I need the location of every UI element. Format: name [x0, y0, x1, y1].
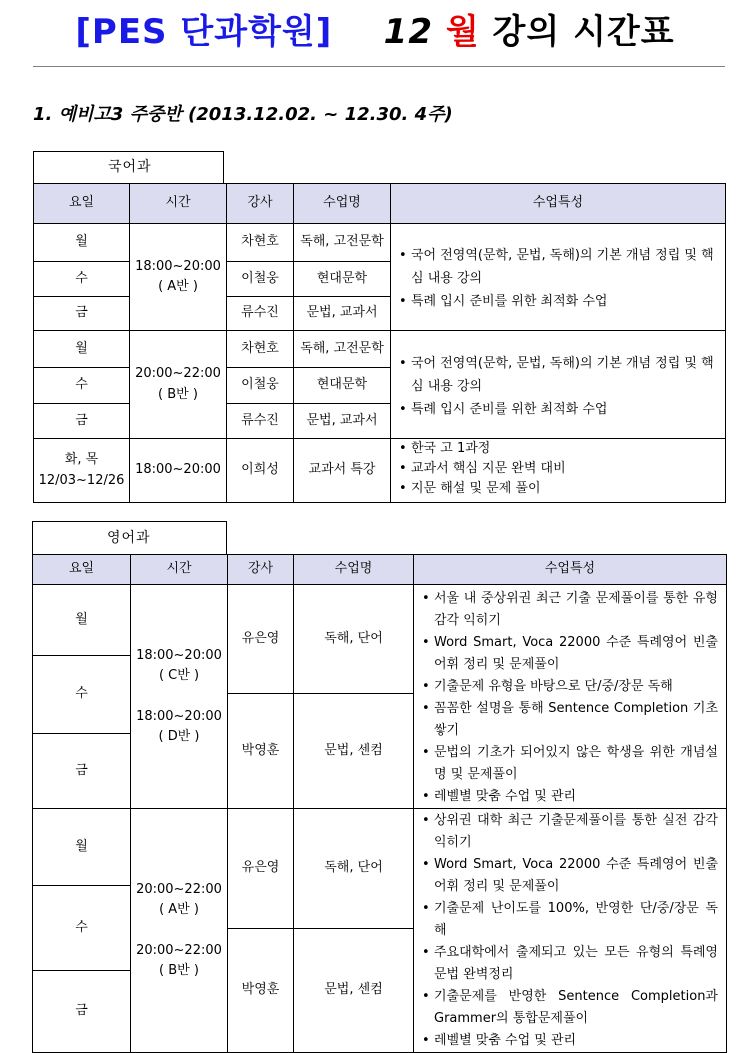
- time-cell: 18:00~20:00: [130, 439, 227, 503]
- time-cell: 20:00~22:00 ( B반 ): [130, 331, 227, 439]
- feature-item: • 꼼꼼한 설명을 통해 Sentence Completion 기초 쌓기: [420, 698, 718, 742]
- feature-item: • 서울 내 중상위권 최근 기출 문제풀이를 통한 유형감각 익히기: [420, 588, 718, 632]
- korean-schedule-table: [33, 183, 726, 503]
- teacher-cell: 이철웅: [227, 368, 294, 404]
- feature-item: • 주요대학에서 출제되고 있는 모든 유형의 특례영문법 완벽정리: [420, 942, 718, 986]
- day-cell: 월: [34, 224, 130, 262]
- teacher-cell: 차현호: [227, 331, 294, 368]
- feature-item: • 레벨별 맞춤 수업 및 관리: [420, 786, 718, 808]
- class-cell: 문법, 교과서: [294, 297, 391, 331]
- class-cell: 독해, 단어: [294, 809, 414, 929]
- title-month-number: 12: [383, 12, 433, 52]
- title-brand: [PES 단과학원]: [75, 12, 333, 52]
- title-rest: 강의 시간표: [492, 12, 675, 52]
- feature-item: • 상위권 대학 최근 기출문제풀이를 통한 실전 감각 익히기: [420, 810, 718, 854]
- teacher-cell: 박영훈: [228, 929, 294, 1053]
- feature-item: • 특례 입시 준비를 위한 최적화 수업: [397, 290, 717, 313]
- header-time: 시간: [131, 555, 228, 585]
- day-cell: 수: [34, 368, 130, 404]
- day-cell: 월: [33, 809, 131, 886]
- day-cell: 금: [34, 404, 130, 439]
- header-time: 시간: [130, 184, 227, 224]
- title-month: 월: [445, 12, 480, 52]
- header-day: 요일: [34, 184, 130, 224]
- title-divider: [33, 66, 725, 67]
- header-features: 수업특성: [391, 184, 726, 224]
- feature-item: • 기출문제 난이도를 100%, 반영한 단/중/장문 독해: [420, 898, 718, 942]
- teacher-cell: 이희성: [227, 439, 294, 503]
- feature-item: • 레벨별 맞춤 수업 및 관리: [420, 1030, 718, 1052]
- table-row: [34, 439, 726, 503]
- header-day: 요일: [33, 555, 131, 585]
- feature-item: • 국어 전영역(문학, 문법, 독해)의 기본 개념 정립 및 핵심 내용 강의: [397, 244, 717, 290]
- header-teacher: 강사: [228, 555, 294, 585]
- teacher-cell: 차현호: [227, 224, 294, 262]
- class-cell: 문법, 센컴: [294, 694, 414, 809]
- features-cell: [414, 809, 727, 1053]
- korean-section-label: 국어과: [33, 151, 224, 183]
- features-cell: [391, 224, 726, 331]
- class-cell: 문법, 교과서: [294, 404, 391, 439]
- feature-item: • Word Smart, Voca 22000 수준 특례영어 빈출어휘 정리 및 문제풀이: [420, 632, 718, 676]
- class-cell: 문법, 센컴: [294, 929, 414, 1053]
- day-cell: 수: [34, 262, 130, 297]
- feature-item: • 문법의 기초가 되어있지 않은 학생을 위한 개념설명 및 문제풀이: [420, 742, 718, 786]
- features-cell: [391, 331, 726, 439]
- class-cell: 현대문학: [294, 262, 391, 297]
- english-schedule-table: [32, 554, 727, 1053]
- section-subtitle: 1. 예비고3 주중반 (2013.12.02. ~ 12.30. 4주): [33, 104, 453, 125]
- day-cell: 금: [33, 733, 131, 808]
- time-cell: 20:00~22:00 ( A반 ) 20:00~22:00 ( B반 ): [131, 809, 228, 1053]
- teacher-cell: 유은영: [228, 585, 294, 694]
- time-cell: 18:00~20:00 ( C반 ) 18:00~20:00 ( D반 ): [131, 585, 228, 809]
- class-cell: 교과서 특강: [294, 439, 391, 503]
- header-teacher: 강사: [227, 184, 294, 224]
- teacher-cell: 류수진: [227, 297, 294, 331]
- table-row: [33, 809, 727, 848]
- header-class: 수업명: [294, 184, 391, 224]
- class-cell: 독해, 고전문학: [294, 331, 391, 368]
- class-cell: 독해, 단어: [294, 585, 414, 694]
- teacher-cell: 유은영: [228, 809, 294, 929]
- features-cell: [414, 585, 727, 809]
- day-cell: 월: [34, 331, 130, 368]
- feature-item: • 한국 고 1과정: [397, 439, 717, 459]
- day-cell: 월: [33, 585, 131, 656]
- day-cell: 수: [33, 656, 131, 734]
- feature-item: • 기출문제를 반영한 Sentence Completion과 Grammer의 통합문제풀이: [420, 986, 718, 1030]
- english-section-label: 영어과: [32, 521, 227, 554]
- table-row: [34, 331, 726, 368]
- teacher-cell: 박영훈: [228, 694, 294, 809]
- page-title: [0, 4, 750, 53]
- table-row: [34, 224, 726, 262]
- time-cell: 18:00~20:00 ( A반 ): [130, 224, 227, 331]
- features-cell: [391, 439, 726, 503]
- class-cell: 현대문학: [294, 368, 391, 404]
- feature-item: • 특례 입시 준비를 위한 최적화 수업: [397, 398, 717, 421]
- feature-item: • 국어 전영역(문학, 문법, 독해)의 기본 개념 정립 및 핵심 내용 강의: [397, 352, 717, 398]
- class-cell: 독해, 고전문학: [294, 224, 391, 262]
- feature-item: • 지문 해설 및 문제 풀이: [397, 479, 717, 499]
- teacher-cell: 이철웅: [227, 262, 294, 297]
- teacher-cell: 류수진: [227, 404, 294, 439]
- feature-item: • 기출문제 유형을 바탕으로 단/중/장문 독해: [420, 676, 718, 698]
- table-row: [33, 585, 727, 621]
- header-features: 수업특성: [414, 555, 727, 585]
- feature-item: • 교과서 핵심 지문 완벽 대비: [397, 459, 717, 479]
- feature-item: • Word Smart, Voca 22000 수준 특례영어 빈출어휘 정리 및 문제풀이: [420, 854, 718, 898]
- day-cell: 금: [33, 971, 131, 1053]
- day-cell: 화, 목 12/03~12/26: [34, 439, 130, 503]
- day-cell: 금: [34, 297, 130, 331]
- day-cell: 수: [33, 886, 131, 971]
- header-class: 수업명: [294, 555, 414, 585]
